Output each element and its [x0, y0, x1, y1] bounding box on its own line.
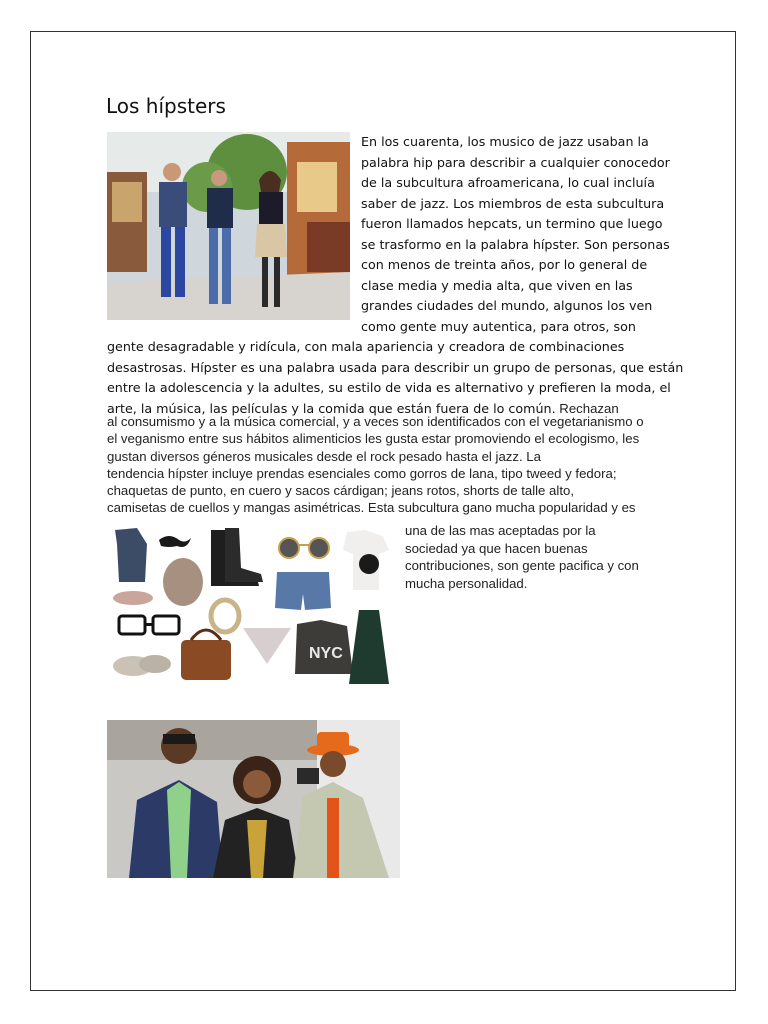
text-line: palabra hip para describir a cualquier conocedor	[361, 154, 670, 170]
text-line: En los cuarenta, los musico de jazz usaban la	[361, 134, 649, 149]
body-paragraph	[107, 337, 687, 419]
text-line: clase media y media alta, que viven en las	[361, 277, 633, 293]
text-line: se trasformo en la palabra hípster. Son personas	[361, 236, 670, 252]
text-line: gente desagradable y ridícula, con mala apariencia y creadora de combinaciones	[107, 339, 625, 354]
text-line: chaquetas de punto, en cuero y sacos cárdigan; jeans rotos, shorts de talle alto,	[107, 483, 574, 499]
text-line: grandes ciudades del mundo, algunos los ven	[361, 298, 653, 313]
text-line: el veganismo entre sus hábitos alimenticios les gusta estar promoviendo el ecologismo, les	[107, 431, 640, 447]
text-line: gustan diversos géneros musicales desde el rock pesado hasta el jazz. La	[107, 448, 541, 464]
text-line: al consumismo y a la música comercial, y a veces son identificados con el vegetarianismo o	[107, 414, 644, 429]
text-light: Rechazan	[555, 400, 619, 416]
text-line: fueron llamados hepcats, un termino que luego	[361, 216, 663, 231]
nyc-text: NYC	[309, 645, 343, 662]
street-photo	[107, 132, 350, 320]
text-line: sociedad ya que hacen buenas	[405, 540, 588, 556]
text-line: desastrosas. Hípster es una palabra usada para describir un grupo de personas, que están	[107, 359, 684, 375]
clothing-collage	[107, 524, 393, 688]
text-line: mucha personalidad.	[405, 575, 528, 591]
arial-paragraph	[107, 413, 687, 517]
text-line: una de las mas aceptadas por la	[405, 523, 596, 538]
intro-paragraph	[361, 132, 671, 337]
text-line: como gente muy autentica, para otros, son	[361, 318, 636, 334]
tail-paragraph	[405, 522, 705, 592]
text-line: tendencia hípster incluye prendas esenciales como gorros de lana, tipo tweed y fedora;	[107, 465, 617, 481]
document-title: Los hípsters	[106, 94, 226, 118]
text-line: con menos de treinta años, por lo general de	[361, 257, 648, 272]
hipsters-photo	[107, 720, 400, 878]
text-line: contribuciones, son gente pacifica y con	[405, 558, 639, 573]
text-line: de la subcultura afroamericana, lo cual incluía	[361, 175, 655, 190]
text-line: camisetas de cuellos y mangas asimétricas. Esta subcultura gano mucha popularidad y es	[107, 500, 636, 516]
text-line: entre la adolescencia y la adultes, su estilo de vida es alternativo y prefieren la moda, el	[107, 380, 671, 395]
text-dark: arte, la música, las películas y la comida que están fuera de lo común.	[107, 400, 556, 416]
text-line: saber de jazz. Los miembros de esta subcultura	[361, 195, 665, 211]
